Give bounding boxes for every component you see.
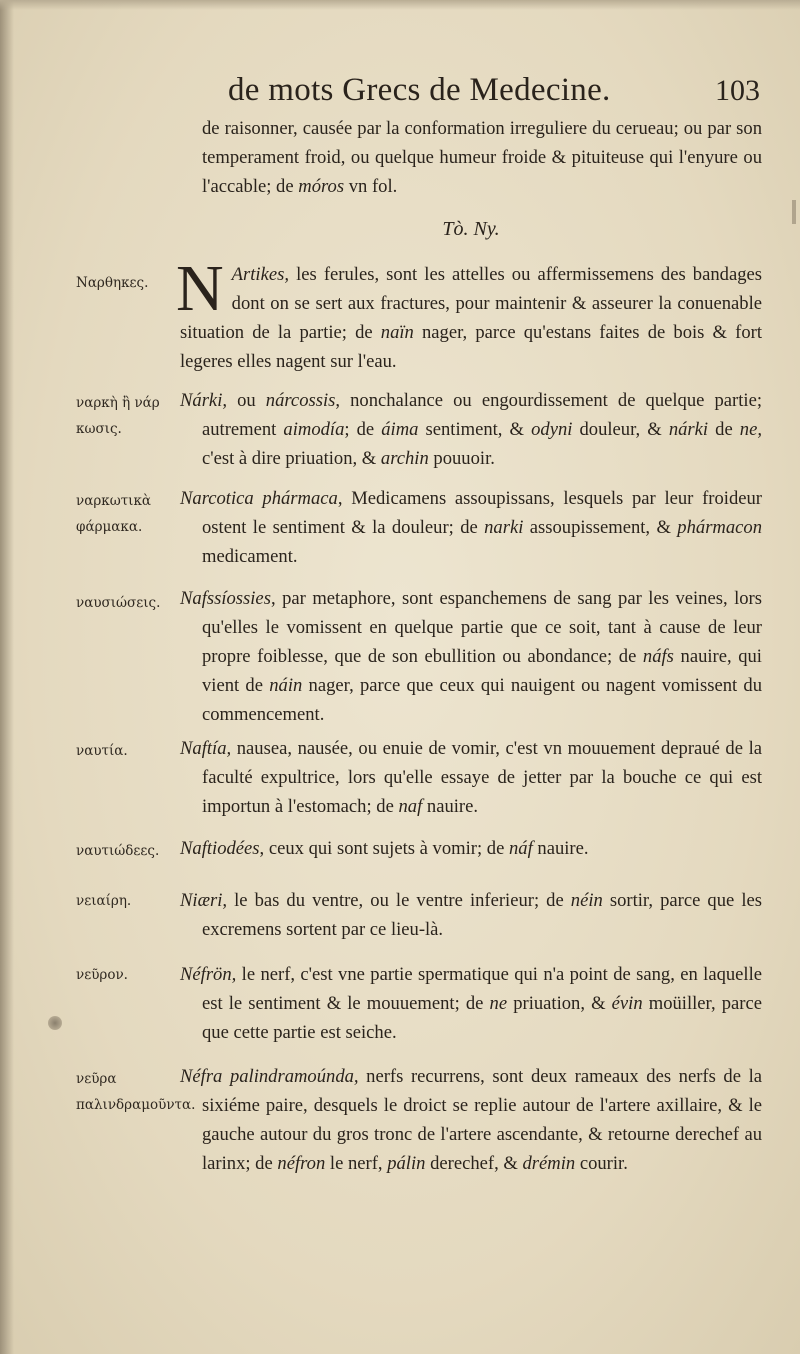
margin-greek-neiaire: νειαίρη. [76,893,132,909]
margin-greek-nautia: ναυτία. [76,743,128,759]
margin-greek-neuron: νεῦρον. [76,967,128,983]
entry-narcotica: Narcotica phármaca, Medicamens assoupissans, lesquels par leur froideur ostent le sentiment & la douleur; de narki assoupissement, & phármacon medicament. [180,488,762,567]
continuation-text-end: vn fol. [344,176,398,197]
entry-narki: Nárki, ou nárcossis, nonchalance ou engourdissement de quelque partie; autrement aimodía; de áima sentiment, & odyni douleur, & nárki de ne, c'est à dire priuation, & archin pouuoir. [180,390,762,469]
edge-mark [792,200,796,224]
margin-greek-nausioseis: ναυσιώσεις. [76,595,161,611]
entry-nefra-palindramounda: Néfra palindramoúnda, nerfs recurrens, sont deux rameaux des nerfs de la sixiéme paire, desquels le droict se replie autour de l'artere axillaire, & le gauche autour du gros tronc de l'artere ascendante, & retourne derechef au larinx; de néfron le nerf, pálin derechef, & drémin courir. [180,1066,763,1174]
section-heading: Tò. Ny. [442,218,500,240]
margin-greek-neura-palindramounta: νεῦρα παλινδραμοῦντα. [76,1071,196,1113]
entry-narthekes: N Artikes, les ferules, sont les attelles ou affermissemens des bandages dont on se sert aux fractures, pour maintenir & asseurer la conuenable situation de la partie; de naïn nager, parce qu'estans faites de bois & fort legeres elles nagent sur l'eau. [176,252,762,372]
entry-nafssiossies: Nafssíossies, par metaphore, sont espanchemens de sang par les veines, lors qu'elles le vomissent en quelque partie que ce soit, tant à cause de leur propre foiblesse, que de son ebullition ou abondance; de náfs nauire, qui vient de náin nager, parce que ceux qui nauigent ou nagent vomissent du commencement. [180,588,762,725]
margin-greek-narke: ναρκὴ ἢ νάρ κωσις. [76,395,160,437]
entry-naftiodees: Naftiodées, ceux qui sont sujets à vomir; de náf nauire. [180,838,589,859]
continuation-paragraph [202,114,762,201]
margin-greek-nautiodees: ναυτιώδεες. [76,843,160,859]
continuation-term: móros [298,176,345,197]
entry-nefron: Néfrön, le nerf, c'est vne partie spermatique qui n'a point de sang, en laquelle est le sentiment & le mouuement; de ne priuation, & évin moüiller, parce que cette partie est seiche. [180,964,763,1043]
running-title: de mots Grecs de Medecine. [228,72,611,108]
top-edge-shadow [0,0,800,10]
entry-niaeri: Niæri, le bas du ventre, ou le ventre inferieur; de néin sortir, parce que les excremens sortent par ce lieu-là. [180,890,762,940]
margin-greek-narkotika: ναρκωτικὰ φάρμακα. [76,493,152,535]
page-number: 103 [715,74,760,107]
paper-stain [48,1016,62,1030]
margin-greek-narthekes: Ναρθηκες. [76,275,149,291]
entry-naftia: Naftía, nausea, nausée, ou enuie de vomir, c'est vn mouuement depraué de la faculté expultrice, lors qu'elle essaye de jetter par la bouche ce qui est importun à l'estomach; de naf nauire. [180,738,762,817]
drop-capital: N [176,252,224,325]
running-head [228,72,768,116]
gutter-shadow [0,0,14,1354]
continuation-text: de raisonner, causée par la conformation irreguliere du cerueau; ou par son temperament froid, ou quelque humeur froide & pituiteuse qui l'enyure ou l'accable; de [202,118,762,197]
